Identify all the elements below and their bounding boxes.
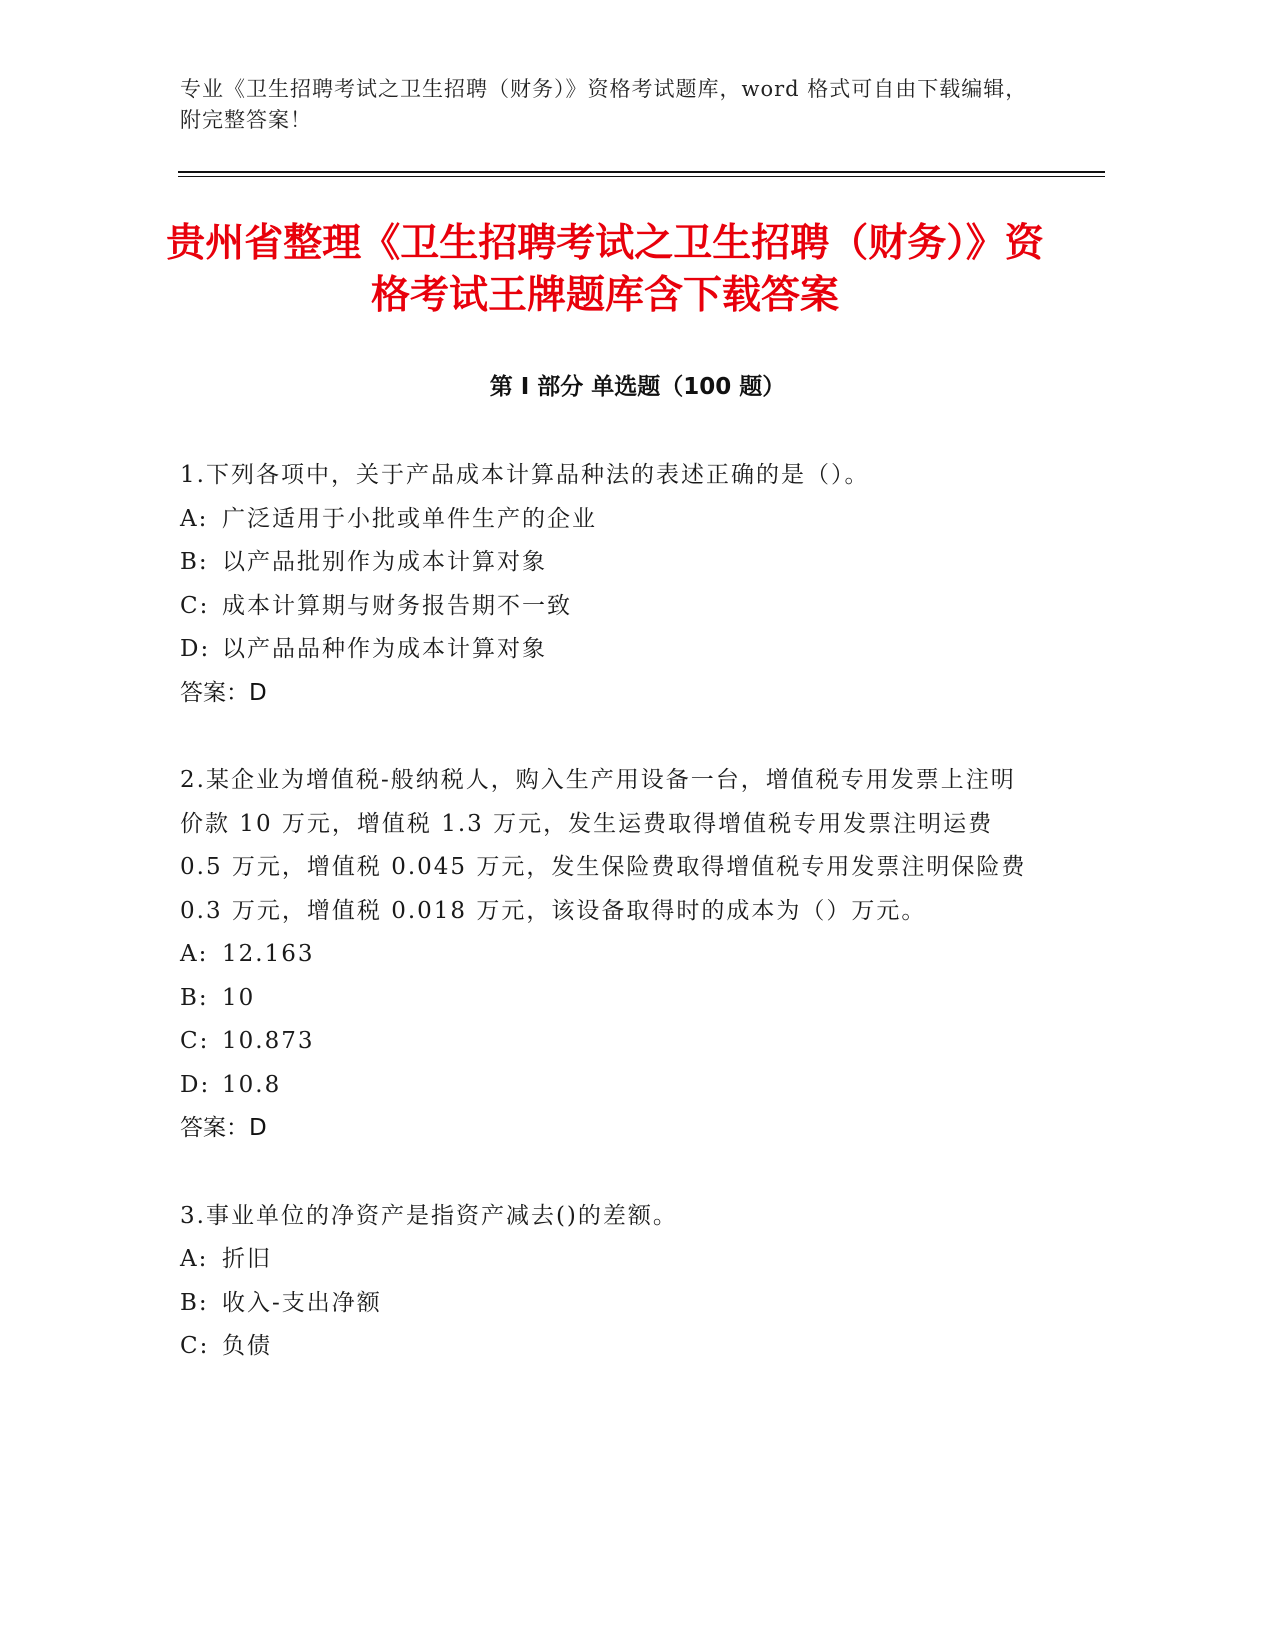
option-d [180, 628, 1030, 672]
option-key: A: [180, 1246, 209, 1272]
option-key: B: [180, 1289, 209, 1316]
option-text: 10.873 [222, 1028, 315, 1054]
question-2 [180, 759, 1030, 1151]
option-c [180, 1325, 1030, 1369]
option-text: 成本计算期与财务报告期不一致 [222, 592, 572, 619]
header-divider-thin [178, 176, 1105, 177]
option-b [180, 541, 1030, 585]
document-title: 贵州省整理《卫生招聘考试之卫生招聘（财务）》资格考试王牌题库含下载答案 [166, 221, 1044, 318]
question-stem: 2.某企业为增值税-般纳税人，购入生产用设备一台，增值税专用发票上注明价款 10 万元，增值税 1.3 万元，发生运费取得增值税专用发票注明运费 0.5 万元，增值税 0.045 万元，发生保险费取得增值税专用发票注明保险费 0.3 万元，增值税 0.018 万元，该设备取得时的成本为（）万元。 [180, 767, 1027, 924]
option-c [180, 585, 1030, 629]
question-list [180, 454, 1030, 1413]
option-key: B: [180, 984, 209, 1011]
option-a [180, 498, 1030, 542]
question-3 [180, 1195, 1030, 1369]
option-text: 12.163 [222, 941, 315, 967]
option-d [180, 1064, 1030, 1108]
option-text: 负债 [222, 1333, 272, 1359]
option-a [180, 933, 1030, 977]
option-text: 以产品品种作为成本计算对象 [222, 636, 547, 662]
option-b [180, 1282, 1030, 1326]
option-text: 收入-支出净额 [222, 1289, 382, 1316]
option-key: C: [180, 1028, 210, 1054]
question-stem: 3.事业单位的净资产是指资产减去()的差额。 [180, 1202, 678, 1229]
option-key: B: [180, 549, 209, 575]
header-divider-thick [178, 171, 1105, 173]
option-key: D: [180, 636, 211, 662]
option-text: 折旧 [222, 1246, 272, 1272]
option-text: 广泛适用于小批或单件生产的企业 [222, 505, 597, 532]
answer-line: 答案：D [180, 1115, 267, 1141]
option-text: 10.8 [222, 1071, 282, 1098]
option-key: D: [180, 1071, 211, 1098]
option-text: 10 [222, 984, 256, 1011]
option-key: C: [180, 592, 210, 619]
option-a [180, 1238, 1030, 1282]
option-b [180, 977, 1030, 1021]
option-key: A: [180, 941, 209, 967]
section-title: 第 I 部分 单选题（100 题） [489, 374, 786, 400]
option-c [180, 1020, 1030, 1064]
option-key: A: [180, 505, 209, 532]
option-text: 以产品批别作为成本计算对象 [222, 549, 547, 575]
question-1 [180, 454, 1030, 715]
question-stem: 1.下列各项中，关于产品成本计算品种法的表述正确的是（）。 [180, 462, 870, 488]
answer-line: 答案：D [180, 679, 267, 706]
header-note: 专业《卫生招聘考试之卫生招聘（财务）》资格考试题库，word 格式可自由下载编辑，附完整答案！ [180, 77, 1028, 132]
option-key: C: [180, 1333, 210, 1359]
